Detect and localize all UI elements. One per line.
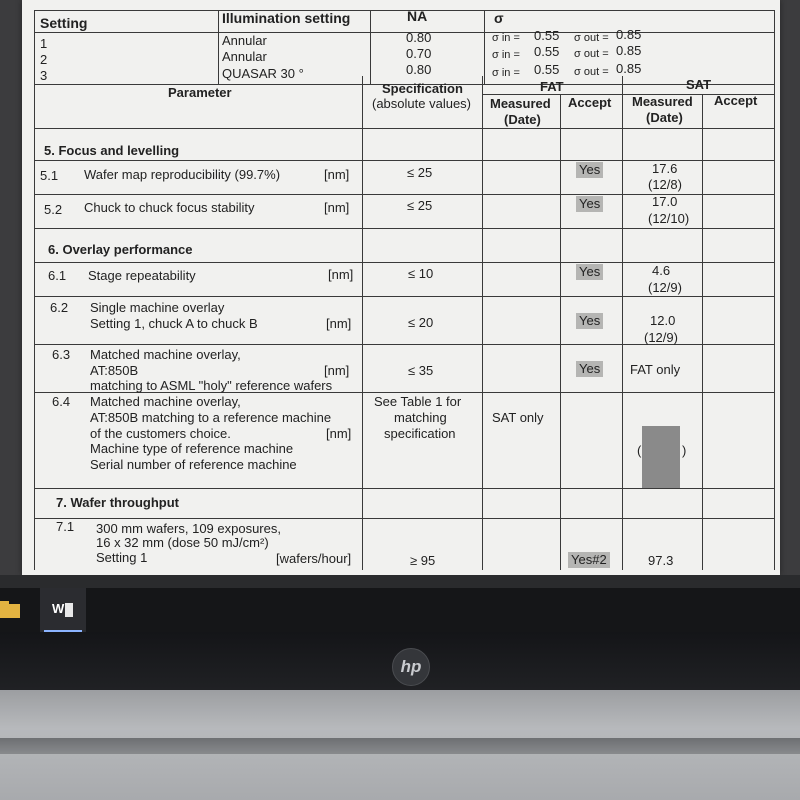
header-sigma: σ xyxy=(494,10,504,26)
folder-icon xyxy=(0,588,24,632)
fat-accept-badge: Yes xyxy=(576,361,603,377)
file-explorer-button[interactable] xyxy=(0,588,28,632)
fat-accept-badge: Yes xyxy=(576,264,603,280)
fat-accept-badge: Yes xyxy=(576,313,603,329)
word-document-page: Setting Illumination setting NA σ 1 Annular 0.80 σ in = 0.55 σ out = 0.85 2 Annular 0.70 σ in = 0.55 σ out = 0.85 3 QUASAR 30 ° 0.80 σ in = 0.55 σ out = 0.85 Parameter Specification (absolute values) FAT SAT Measured (Date) Accept Measured (Date) Accept 5. Focus and levelling 5.1 Wafer map reproducibility (99.7%) [nm] ≤ 25 Yes 17.6 (12/8) 5.2 Chuck to chuck focus stability [nm] ≤ 25 Yes 17.0 (12/10) 6. Overlay performance 6.1 Stage repeatability [nm] ≤ 10 Yes 4.6 (12/9) 6.2 Single machine overlay Setting 1, chuck A to chuck B [nm] ≤ 20 Yes 12.0 (12/9) 6.3 Matched machine overlay, AT:850B matching to ASML "holy" reference wafers [nm] ≤ 35 Yes FAT only 6.4 Matched machine overlay, AT:850B matching to a reference machine of the customers choice. [nm] Machine type of reference machine Serial number of reference machine See Table 1 for matching specification SAT only ( ) 7. Wafer throughput 7.1 300 mm wafers, 109 exposures, 16 x 32 mm (dose 50 mJ/cm²) Setting 1 [wafers/hour] ≥ 95 Yes#2 97.3 xyxy=(22,0,780,575)
sat-accept-header: Accept xyxy=(714,93,758,108)
header-setting: Setting xyxy=(40,15,88,31)
word-taskbar-button[interactable] xyxy=(40,588,86,632)
header-na: NA xyxy=(407,8,428,24)
column-parameter: Parameter xyxy=(168,85,232,100)
section-wafer-throughput: 7. Wafer throughput xyxy=(56,495,180,510)
fat-date-header: (Date) xyxy=(504,112,541,127)
column-fat: FAT xyxy=(540,79,564,94)
section-focus-levelling: 5. Focus and levelling xyxy=(44,143,180,158)
word-icon: W xyxy=(52,600,74,620)
column-sat: SAT xyxy=(686,77,712,92)
section-overlay-performance: 6. Overlay performance xyxy=(48,242,193,257)
hp-logo: hp xyxy=(392,648,430,686)
header-illumination: Illumination setting xyxy=(222,10,351,26)
laptop-hinge xyxy=(0,738,800,754)
column-specification-sub: (absolute values) xyxy=(372,96,471,111)
column-specification: Specification xyxy=(382,81,463,96)
sat-measured-header: Measured xyxy=(632,94,693,109)
fat-accept-badge: Yes xyxy=(576,196,603,212)
fat-accept-badge: Yes#2 xyxy=(568,552,610,568)
redacted-block xyxy=(642,426,680,488)
taskbar xyxy=(0,588,800,632)
fat-accept-badge: Yes xyxy=(576,162,603,178)
fat-accept-header: Accept xyxy=(568,95,612,110)
sat-date-header: (Date) xyxy=(646,110,683,125)
fat-measured-header: Measured xyxy=(490,96,551,111)
